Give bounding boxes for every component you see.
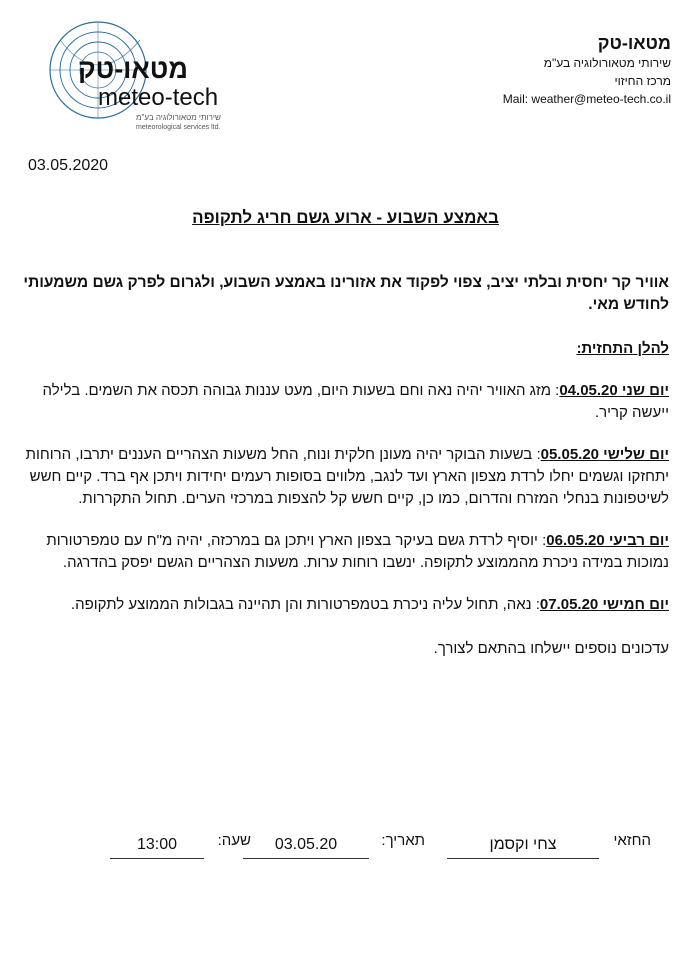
logo-english-text: meteo-tech <box>98 84 219 111</box>
date-label: תאריך: <box>381 832 425 849</box>
day-forecast-monday <box>14 380 669 424</box>
logo-subtitle-hebrew: שירותי מטאורולוגיה בע"מ <box>136 113 221 122</box>
document-title: באמצע השבוע - ארוע גשם חריג לתקופה <box>192 208 499 227</box>
updates-note: עדכונים נוספים יישלחו בהתאם לצורך. <box>433 640 669 657</box>
forecaster-label: החזאי <box>613 832 651 849</box>
company-logo <box>40 20 240 130</box>
company-line-2: מרכז החיזוי <box>614 74 671 88</box>
day-text: : מזג האוויר יהיה נאה וחם בשעות היום, מעט עננות גבוהה תכסה את השמים. בלילה ייעשה קריר. <box>42 382 669 421</box>
day-label: יום חמישי 07.05.20 <box>539 596 669 613</box>
logo-subtitle-english: meteorological services ltd. <box>136 124 221 131</box>
day-label: יום שלישי 05.05.20 <box>540 446 669 463</box>
day-forecast-wednesday <box>14 530 669 574</box>
day-forecast-thursday <box>14 594 669 616</box>
logo-hebrew-text: מטאו-טק <box>78 54 188 84</box>
day-text: : בשעות הבוקר יהיה מעונן חלקית ונוח, החל משעות הצהריים העננים יתרבו, הרוחות יתחזקו וגשמים יחלו לרדת מצפון הארץ ועד לנגב, מלווים בסופות רעמים יחידות ויתכן אף ברד. קיים חשש לשיטפונות בנחלי המזרח והדרום, כמו כן, קיים חשש קל להצפות במרכזי הערים. תחול התקררות. <box>25 446 669 507</box>
day-label: יום רביעי 06.05.20 <box>546 532 669 549</box>
company-email: Mail: weather@meteo-tech.co.il <box>502 92 671 106</box>
document-date: 03.05.2020 <box>28 157 109 174</box>
company-header <box>411 32 671 108</box>
signature-date: 03.05.20 <box>243 836 369 859</box>
day-text: : יוסיף לרדת גשם בעיקר בצפון הארץ ויתכן גם במרכזה, יהיה מ"ח עם טמפרטורות נמוכות במידה ניכרת מהממוצע לתקופה. ינשבו רוחות ערות. משעות הצהריים הגשם יפסק בהדרגה. <box>46 532 669 571</box>
day-forecast-tuesday <box>14 444 669 510</box>
signature-line <box>0 828 691 868</box>
company-line-1: שירותי מטאורולוגיה בע"מ <box>543 56 671 70</box>
time-label: שעה: <box>217 832 251 849</box>
intro-paragraph: אוויר קר יחסית ובלתי יציב, צפוי לפקוד את אזורינו באמצע השבוע, ולגרום לפרק גשם משמעותי לחודש מאי. <box>23 274 669 313</box>
signature-time: 13:00 <box>110 836 204 859</box>
forecaster-name: צחי וקסמן <box>447 836 599 859</box>
forecast-body <box>14 272 669 660</box>
forecast-heading: להלן התחזית: <box>576 340 669 357</box>
day-text: : נאה, תחול עליה ניכרת בטמפרטורות והן תהיינה בגבולות הממוצע לתקופה. <box>70 596 540 613</box>
company-name: מטאו-טק <box>597 33 671 53</box>
day-label: יום שני 04.05.20 <box>559 382 669 399</box>
